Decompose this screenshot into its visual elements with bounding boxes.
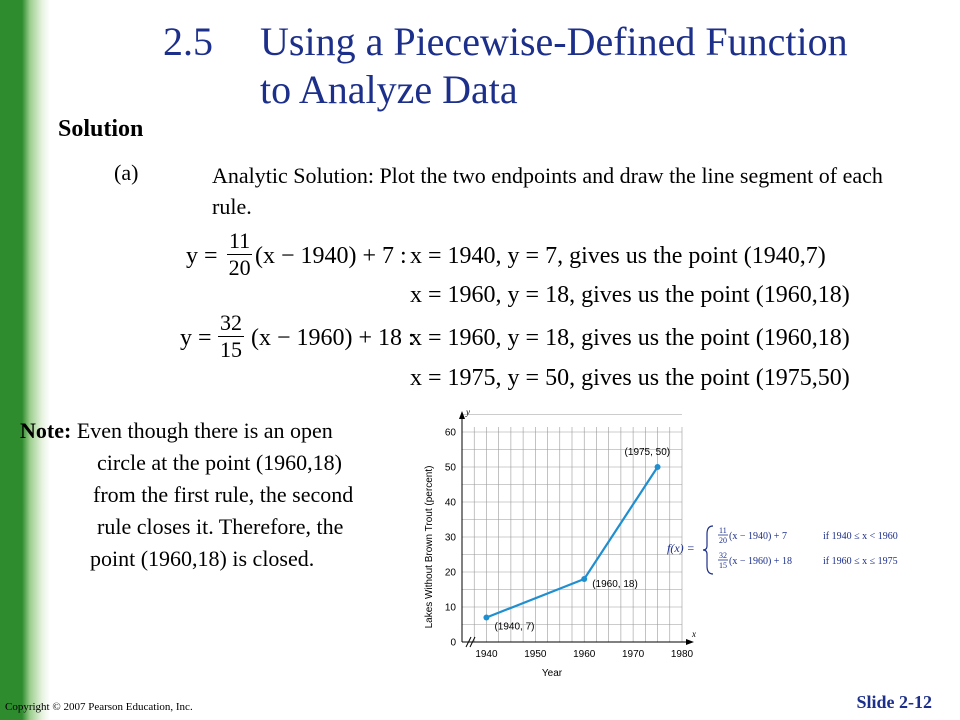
rule1-expression: (x − 1940) + 7 : bbox=[255, 243, 407, 269]
piece2-numerator: 32 bbox=[719, 551, 727, 560]
analytic-text: Analytic Solution: Plot the two endpoints and draw the line segment of each rule. bbox=[212, 163, 883, 219]
note-text-1: Even though there is an open bbox=[76, 418, 333, 443]
piece2-condition: if 1960 ≤ x ≤ 1975 bbox=[823, 556, 898, 567]
data-point-label: (1975, 50) bbox=[624, 447, 671, 458]
note-label: Note: bbox=[20, 418, 72, 443]
y-tick-label: 40 bbox=[444, 497, 456, 509]
x-tick-label: 1970 bbox=[621, 649, 645, 660]
y-axis-arrow bbox=[459, 411, 465, 419]
y-axis-letter: y bbox=[466, 407, 470, 417]
formula-lhs: f(x) = bbox=[667, 541, 695, 555]
rule2-prefix: y = bbox=[180, 325, 212, 351]
rule2-denominator: 15 bbox=[220, 337, 242, 362]
y-tick-label: 60 bbox=[444, 427, 456, 439]
note-line-4: rule closes it. Therefore, the bbox=[97, 514, 344, 539]
piece2-denominator: 15 bbox=[719, 561, 727, 570]
rule1-fraction bbox=[227, 228, 252, 281]
piece1-expression: (x − 1940) + 7 bbox=[729, 531, 787, 542]
rule2-point-1: x = 1960, y = 18, gives us the point (1960,18) bbox=[410, 325, 850, 351]
piece2-expression: (x − 1960) + 18 bbox=[729, 556, 792, 567]
rule1-point-2: x = 1960, y = 18, gives us the point (1960,18) bbox=[410, 282, 850, 308]
piece1-numerator: 11 bbox=[719, 526, 727, 535]
y-tick-label: 50 bbox=[444, 462, 456, 474]
x-axis-arrow bbox=[686, 639, 694, 645]
x-axis-letter: x bbox=[692, 629, 696, 639]
data-point-label: (1960, 18) bbox=[592, 579, 638, 590]
note-line-5: point (1960,18) is closed. bbox=[90, 546, 315, 571]
y-tick-label: 20 bbox=[444, 567, 456, 579]
rule1-point-1: x = 1940, y = 7, gives us the point (1940,7) bbox=[410, 243, 826, 269]
note-line-1 bbox=[20, 418, 333, 444]
data-point bbox=[581, 576, 587, 582]
y-tick-label: 30 bbox=[444, 532, 456, 544]
side-accent-bar bbox=[0, 0, 50, 720]
rule2-expression: (x − 1960) + 18 : bbox=[251, 325, 415, 351]
x-tick-label: 1960 bbox=[573, 649, 596, 660]
brown-trout-chart bbox=[420, 405, 700, 685]
note-line-2: circle at the point (1960,18) bbox=[97, 450, 342, 475]
rule2-fraction bbox=[218, 310, 244, 363]
piece1-denominator: 20 bbox=[719, 536, 727, 545]
piecewise-formula bbox=[667, 520, 927, 580]
data-point bbox=[483, 615, 489, 621]
note-line-3: from the first rule, the second bbox=[93, 482, 354, 507]
solution-heading: Solution bbox=[58, 116, 144, 142]
y-tick-label: 0 bbox=[450, 637, 456, 649]
part-label: (a) bbox=[114, 160, 139, 185]
slide-number: Slide 2-12 bbox=[856, 692, 932, 712]
title-line-1: Using a Piecewise-Defined Function bbox=[260, 19, 848, 64]
data-point-label: (1940, 7) bbox=[494, 621, 535, 633]
data-point bbox=[655, 464, 661, 470]
title-line-2: to Analyze Data bbox=[260, 67, 518, 112]
formula-brace bbox=[703, 526, 713, 574]
rule2-numerator: 32 bbox=[220, 310, 242, 335]
x-axis-title: Year bbox=[541, 668, 563, 679]
rule1-prefix: y = bbox=[186, 243, 218, 269]
x-tick-label: 1950 bbox=[524, 649, 547, 660]
rule1-denominator: 20 bbox=[228, 255, 251, 280]
rule1-numerator: 11 bbox=[229, 228, 251, 253]
title-section-number: 2.5 bbox=[163, 19, 213, 64]
y-tick-label: 10 bbox=[444, 602, 456, 614]
y-axis-title: Lakes Without Brown Trout (percent) bbox=[424, 465, 435, 629]
x-tick-label: 1980 bbox=[670, 649, 694, 660]
piece1-condition: if 1940 ≤ x < 1960 bbox=[823, 531, 898, 542]
rule2-point-2: x = 1975, y = 50, gives us the point (1975,50) bbox=[410, 365, 850, 391]
copyright-notice: Copyright © 2007 Pearson Education, Inc. bbox=[5, 701, 193, 713]
x-tick-label: 1940 bbox=[475, 649, 498, 660]
